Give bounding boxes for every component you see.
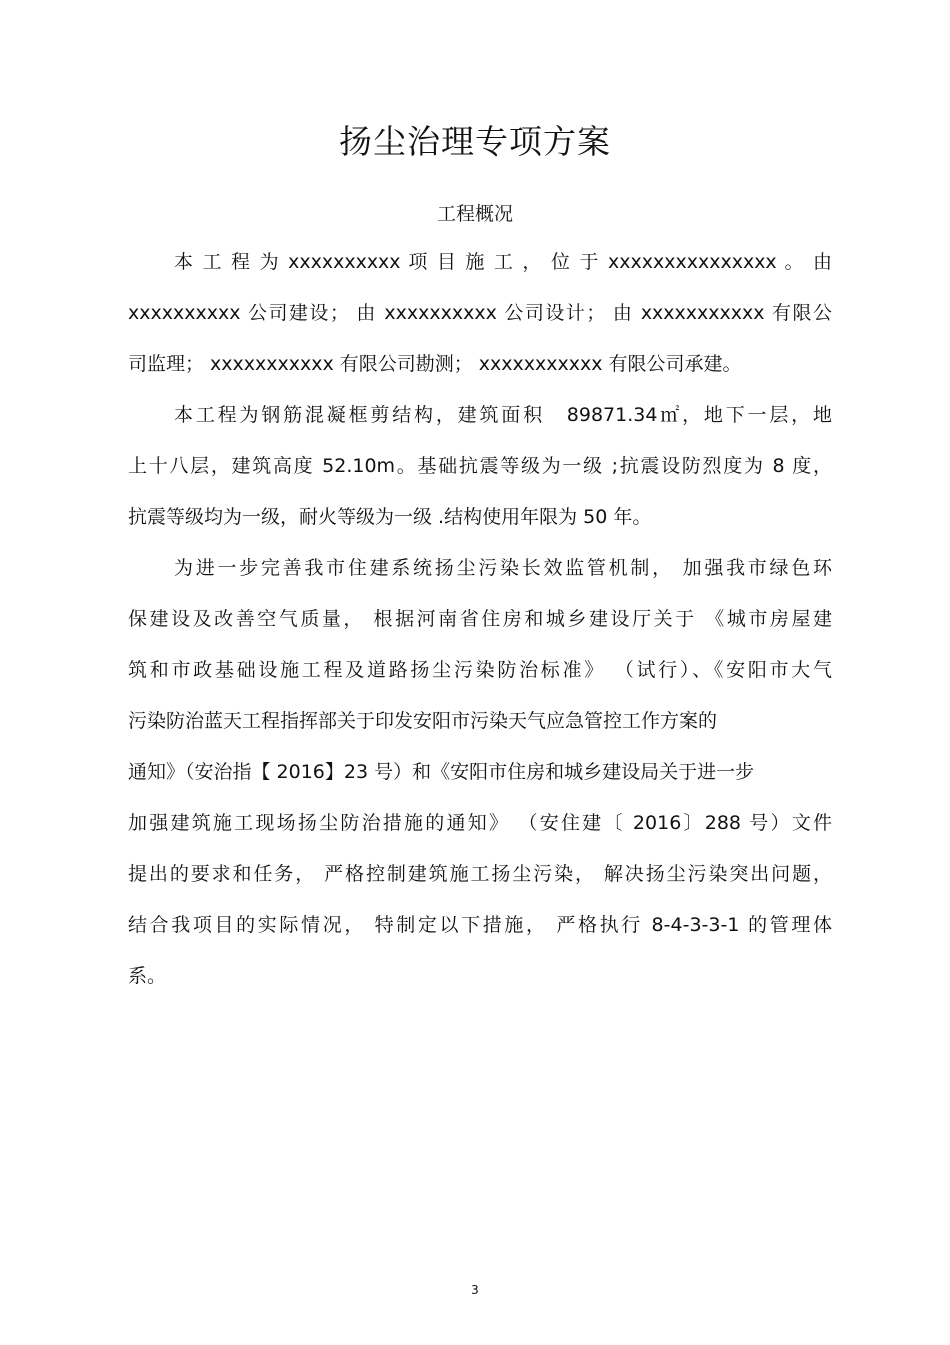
paragraph-line: 结合我项目的实际情况， 特制定以下措施， 严格执行 8-4-3-3-1 的管理体 — [128, 914, 832, 936]
paragraph-line: 为进一步完善我市住建系统扬尘污染长效监管机制， 加强我市绿色环 — [174, 557, 832, 579]
paragraph-line: 污染防治蓝天工程指挥部关于印发安阳市污染天气应急管控工作方案的 — [128, 710, 718, 732]
paragraph-line: 本 工 程 为 xxxxxxxxxx 项 目 施 工 ， 位 于 xxxxxxxxxxxxxxx 。 由 — [174, 251, 832, 273]
paragraph-line: 系。 — [128, 965, 167, 987]
paragraph-line: 提出的要求和任务， 严格控制建筑施工扬尘污染， 解决扬尘污染突出问题， — [128, 863, 832, 885]
paragraph-line: 本工程为钢筋混凝框剪结构，建筑面积 89871.34㎡，地下一层，地 — [174, 404, 832, 426]
paragraph-line: 上十八层，建筑高度 52.10m。基础抗震等级为一级 ;抗震设防烈度为 8 度， — [128, 455, 832, 477]
paragraph-line: 加强建筑施工现场扬尘防治措施的通知》 （安住建〔 2016〕288 号）文件 — [128, 812, 832, 834]
section-heading: 工程概况 — [436, 203, 513, 225]
paragraph-line: 抗震等级均为一级，耐火等级为一级 .结构使用年限为 50 年。 — [128, 506, 652, 528]
paragraph-line: xxxxxxxxxx 公司建设； 由 xxxxxxxxxx 公司设计； 由 xxxxxxxxxxx 有限公 — [128, 302, 832, 324]
document-title: 扬尘治理专项方案 — [339, 122, 611, 161]
paragraph-line: 筑和市政基础设施工程及道路扬尘污染防治标准》 （试行）、《安阳市大气 — [128, 659, 832, 681]
page-number: 3 — [471, 1283, 479, 1297]
paragraph-line: 通知》（安治指【 2016】23 号）和《安阳市住房和城乡建设局关于进一步 — [128, 761, 755, 783]
paragraph-line: 保建设及改善空气质量， 根据河南省住房和城乡建设厅关于 《城市房屋建 — [128, 608, 832, 630]
paragraph-line: 司监理； xxxxxxxxxxx 有限公司勘测； xxxxxxxxxxx 有限公司承建。 — [128, 353, 742, 375]
